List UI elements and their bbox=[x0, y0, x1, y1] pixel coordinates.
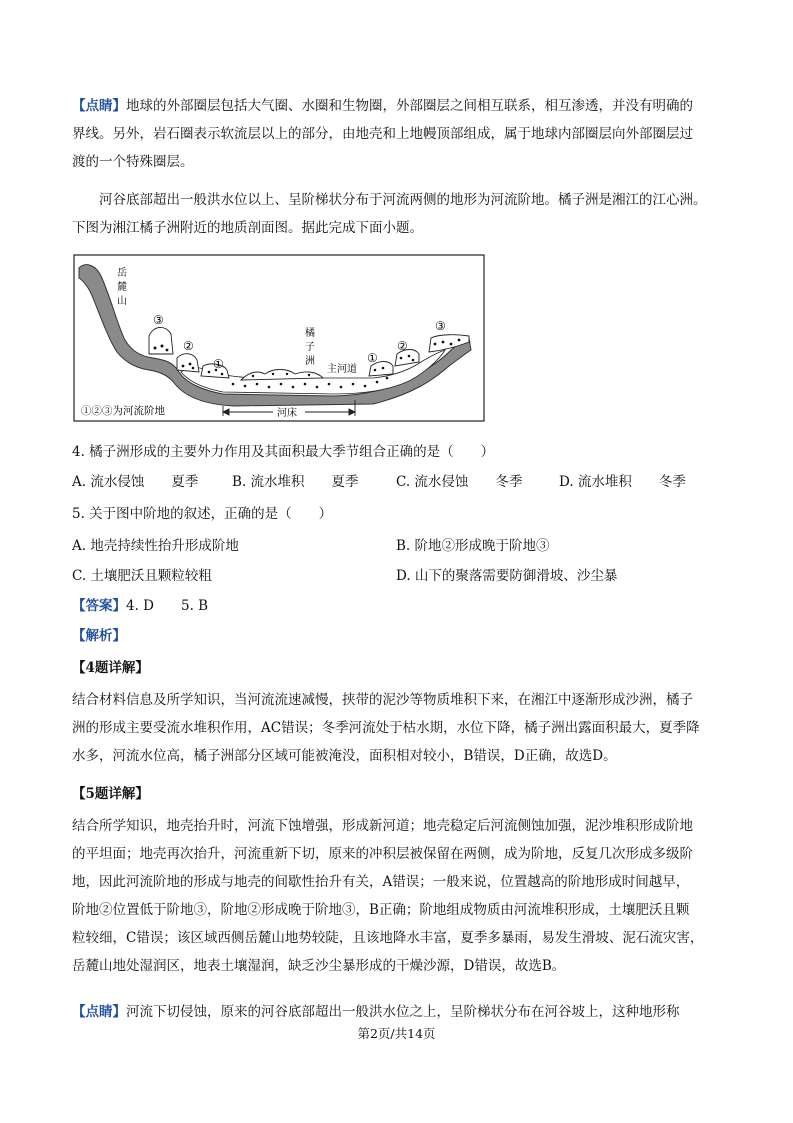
page-footer: 第2页/共14页 bbox=[357, 1026, 436, 1041]
tip-paragraph-2 bbox=[72, 998, 724, 1026]
legend-text: ①②③为河流阶地 bbox=[81, 405, 165, 417]
q4-option-c[interactable]: C. 流水侵蚀 冬季 bbox=[396, 474, 523, 490]
detail-5-line-6: 岳麓山地处湿润区，地表土壤湿润，缺乏沙尘暴形成的干燥沙源，D错误，故选B。 bbox=[72, 958, 566, 974]
detail-4-paragraph bbox=[72, 686, 724, 770]
analysis-heading bbox=[72, 622, 724, 650]
detail-4-heading bbox=[72, 654, 724, 682]
mountain-label-3: 山 bbox=[117, 296, 127, 307]
detail-5-line-1: 结合所学知识，地壳抬升时，河流下蚀增强，形成新河道；地壳稳定后河流侧蚀加强，泥沙堆积形成阶地 bbox=[72, 818, 693, 834]
mountain-label-1: 岳 bbox=[117, 268, 127, 279]
detail-4-line-3: 水多，河流水位高，橘子洲部分区域可能被淹没，面积相对较小，B错误，D正确，故选D。 bbox=[72, 748, 617, 764]
answer-line bbox=[72, 592, 724, 620]
terrace-2-right-label: ② bbox=[397, 339, 408, 353]
terrace-3-left-label: ③ bbox=[153, 313, 164, 327]
question-4-stem: 4. 橘子洲形成的主要外力作用及其面积最大季节组合正确的是（ ） bbox=[72, 444, 495, 460]
intro-paragraph bbox=[72, 186, 724, 242]
answer-text: 4. D 5. B bbox=[126, 598, 209, 614]
question-5-stem: 5. 关于图中阶地的叙述，正确的是（ ） bbox=[72, 506, 333, 522]
tip-line-3: 渡的一个特殊圈层。 bbox=[72, 154, 194, 170]
detail-5-line-2: 的平坦面；地壳再次抬升，河流重新下切，原来的冲积层被保留在两侧，成为阶地，反复几次形成多级阶 bbox=[72, 846, 693, 862]
geologic-section-figure bbox=[73, 254, 485, 422]
detail-5-line-4: 阶地②位置低于阶地③，阶地②形成晚于阶地③，B正确；阶地组成物质由河流堆积形成，土壤肥沃且颗 bbox=[72, 902, 690, 918]
detail-4-line-1: 结合材料信息及所学知识，当河流流速减慢，挟带的泥沙等物质堆积下来，在湘江中逐渐形成沙洲，橘子 bbox=[72, 692, 693, 708]
q5-option-b[interactable]: B. 阶地②形成晚于阶地③ bbox=[396, 538, 550, 554]
tip-paragraph-1 bbox=[72, 92, 724, 176]
tip-2-text: 河流下切侵蚀，原来的河谷底部超出一般洪水位之上，呈阶梯状分布在河谷坡上，这种地形称 bbox=[126, 1004, 680, 1020]
channel-label: 主河道 bbox=[327, 364, 357, 375]
q5-option-c[interactable]: C. 土壤肥沃且颗粒较粗 bbox=[72, 568, 212, 584]
answer-label: 【答案】 bbox=[72, 598, 126, 614]
tip-2-label: 【点睛】 bbox=[72, 1004, 126, 1020]
mountain-label-2: 麓 bbox=[117, 282, 127, 293]
island-label-1: 橘 bbox=[305, 328, 315, 339]
detail-5-paragraph bbox=[72, 812, 724, 980]
island-label-2: 子 bbox=[305, 342, 315, 353]
intro-line-1: 河谷底部超出一般洪水位以上、呈阶梯状分布于河流两侧的地形为河流阶地。橘子洲是湘江的江心洲。 bbox=[99, 192, 707, 208]
terrace-1-left-label: ① bbox=[213, 357, 224, 371]
q4-option-d[interactable]: D. 流水堆积 冬季 bbox=[559, 474, 686, 490]
island-label-3: 洲 bbox=[305, 356, 315, 367]
terrace-2-left-label: ② bbox=[183, 339, 194, 353]
tip-line-1: 地球的外部圈层包括大气圈、水圈和生物圈，外部圈层之间相互联系，相互渗透，并没有明确的 bbox=[126, 98, 693, 114]
detail-4-label: 【4题详解】 bbox=[72, 660, 149, 676]
tip-label: 【点睛】 bbox=[72, 98, 126, 114]
terrace-1-right-label: ① bbox=[367, 351, 378, 365]
tip-line-2: 界线。另外，岩石圈表示软流层以上的部分，由地壳和上地幔顶部组成，属于地球内部圈层向外部圈层过 bbox=[72, 126, 693, 142]
terrace-3-right-label: ③ bbox=[435, 319, 446, 333]
riverbed-label: 河床 bbox=[277, 408, 297, 419]
q5-option-d[interactable]: D. 山下的聚落需要防御滑坡、沙尘暴 bbox=[396, 568, 618, 584]
detail-5-line-5: 粒较细，C错误；该区域西侧岳麓山地势较陡，且该地降水丰富，夏季多暴雨，易发生滑坡、泥石流灾害， bbox=[72, 930, 704, 946]
q4-option-b[interactable]: B. 流水堆积 夏季 bbox=[232, 474, 359, 490]
detail-5-line-3: 地，因此河流阶地的形成与地壳的间歇性抬升有关，A错误；一般来说，位置越高的阶地形成时间越早， bbox=[72, 874, 690, 890]
q4-option-a[interactable]: A. 流水侵蚀 夏季 bbox=[72, 474, 199, 490]
detail-5-heading bbox=[72, 780, 724, 808]
detail-4-line-2: 洲的形成主要受流水堆积作用，AC错误；冬季河流处于枯水期，水位下降，橘子洲出露面积最大，夏季降 bbox=[72, 720, 700, 736]
analysis-label: 【解析】 bbox=[72, 628, 126, 644]
intro-line-2: 下图为湘江橘子洲附近的地质剖面图。据此完成下面小题。 bbox=[72, 220, 423, 236]
detail-5-label: 【5题详解】 bbox=[72, 786, 149, 802]
terrace-3-left bbox=[149, 327, 173, 354]
q5-option-a[interactable]: A. 地壳持续性抬升形成阶地 bbox=[72, 538, 239, 554]
